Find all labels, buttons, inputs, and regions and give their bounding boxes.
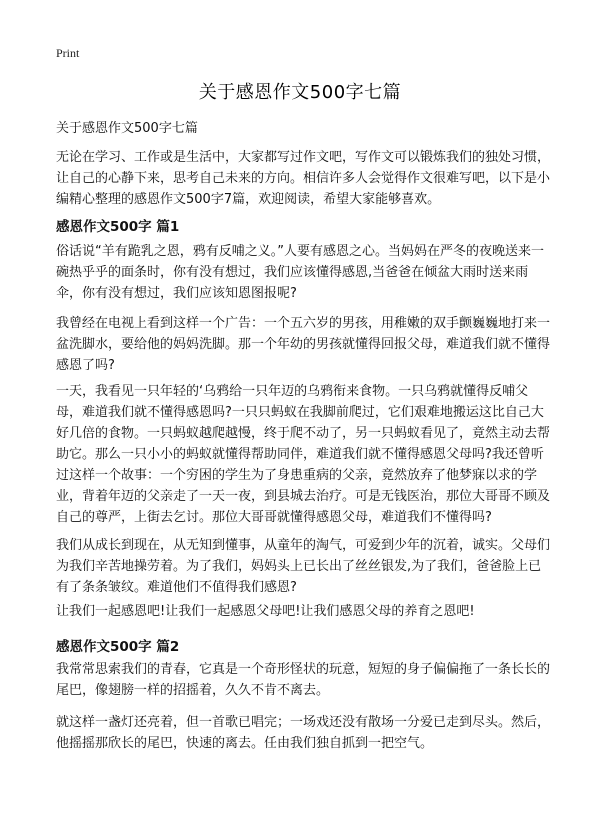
paragraph: 俗话说“羊有跪乳之恩，鸦有反哺之义。”人要有感恩之心。当妈妈在严冬的夜晚送来一碗热乎乎的面条时，你有没有想过，我们应该懂得感恩,当爸爸在倾盆大雨时送来雨伞，你有没有想过，我们应该知恩图报呢?	[56, 244, 544, 301]
section-heading: 感恩作文500字 篇2	[56, 639, 180, 655]
print-link[interactable]: Print	[56, 46, 80, 60]
paragraph: 让我们一起感恩吧!让我们一起感恩父母吧!让我们感恩父母的养育之恩吧!	[56, 604, 475, 619]
subtitle: 关于感恩作文500字七篇	[56, 121, 198, 136]
paragraph: 我曾经在电视上看到这样一个广告：一个五六岁的男孩，用稚嫩的双手颤巍巍地打来一盆洗脚水，要给他的妈妈洗脚。那一个年幼的男孩就懂得回报父母，难道我们就不懂得感恩了吗?	[56, 316, 551, 373]
section-heading: 感恩作文500字 篇1	[56, 219, 180, 235]
paragraph: 我们从成长到现在，从无知到懂事，从童年的淘气，可爱到少年的沉着，诚实。父母们为我们辛苦地操劳着。为了我们，妈妈头上已长出了丝丝银发,为了我们，爸爸脸上已有了条条皱纹。难道他们不值得我们感恩?	[56, 538, 551, 595]
paragraph: 我常常思索我们的青春，它真是一个奇形怪状的玩意，短短的身子偏偏拖了一条长长的尾巴，像翅膀一样的招摇着，久久不肯不离去。	[56, 662, 551, 698]
paragraph: 一天，我看见一只年轻的‘乌鸦给一只年迈的乌鸦衔来食物。一只乌鸦就懂得反哺父母，难道我们就不懂得感恩吗?一只只蚂蚁在我脚前爬过，它们艰难地搬运这比自己大好几倍的食物。一只蚂蚁越爬越慢，终于爬不动了，另一只蚂蚁看见了，竟然主动去帮助它。那么一只小小的蚂蚁就懂得帮助同伴，难道我们就不懂得感恩父母吗?我还曾听过这样一个故事：一个穷困的学生为了身患重病的父亲，竟然放弃了他梦寐以求的学业，背着年迈的父亲走了一天一夜，到县城去治疗。可是无钱医治，那位大哥哥不顾及自己的尊严，上街去乞讨。那位大哥哥就懂得感恩父母，难道我们不懂得吗?	[56, 384, 551, 525]
intro-paragraph: 无论在学习、工作或是生活中，大家都写过作文吧，写作文可以锻炼我们的独处习惯，让自己的心静下来，思考自己未来的方向。相信许多人会觉得作文很难写吧，以下是小编精心整理的感恩作文500字7篇，欢迎阅读，希望大家能够喜欢。	[56, 150, 551, 207]
paragraph: 就这样一盏灯还亮着，但一首歌已唱完；一场戏还没有散场一分爱已走到尽头。然后，他摇摇那欣长的尾巴，快速的离去。任由我们独自抓到一把空气。	[56, 715, 551, 751]
page-title: 关于感恩作文500字七篇	[198, 82, 402, 103]
